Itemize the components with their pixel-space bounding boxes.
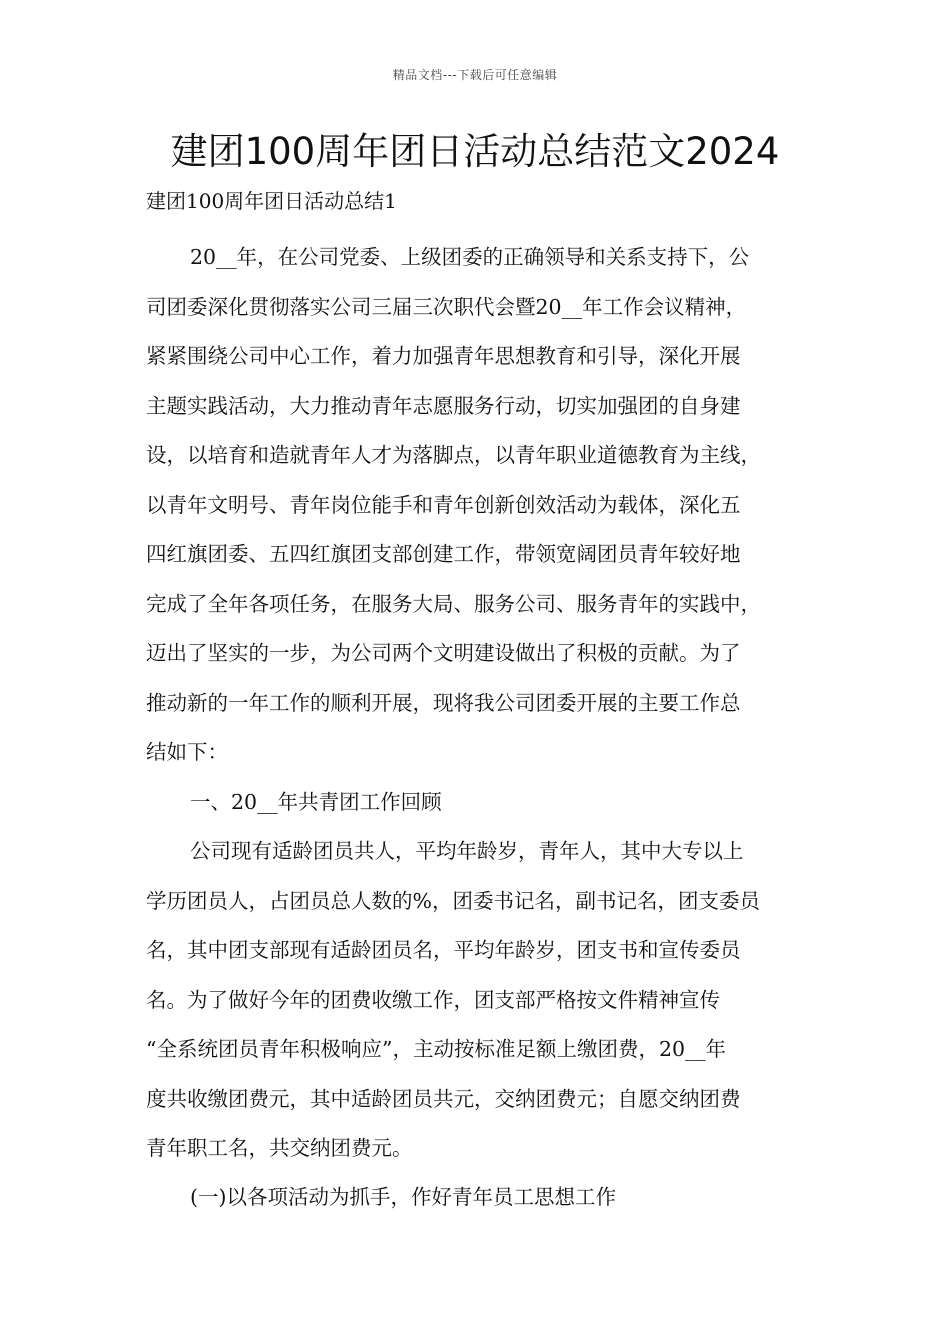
paragraph-line: 结如下：	[146, 740, 228, 764]
paragraph-line: 20__年，在公司党委、上级团委的正确领导和关系支持下，公	[190, 245, 750, 269]
paragraph-line: 学历团员人，占团员总人数的%，团委书记名，副书记名，团支委员	[146, 888, 760, 913]
paragraph-line: 青年职工名，共交纳团费元。	[146, 1136, 413, 1160]
paragraph-line: 主题实践活动，大力推动青年志愿服务行动，切实加强团的自身建	[146, 393, 741, 418]
section-heading-text: 一、20__年共青团工作回顾	[190, 790, 442, 814]
paragraph-1	[146, 233, 806, 778]
paragraph-line: 名。为了做好今年的团费收缴工作，团支部严格按文件精神宣传	[146, 987, 720, 1012]
subsection-heading-text: (一)以各项活动为抓手，作好青年员工思想工作	[190, 1185, 616, 1209]
paragraph-line: 推动新的一年工作的顺利开展，现将我公司团委开展的主要工作总	[146, 690, 741, 715]
section-heading	[146, 778, 806, 828]
paragraph-line: 迈出了坚实的一步，为公司两个文明建设做出了积极的贡献。为了	[146, 641, 741, 665]
header-note: 精品文档---下载后可任意编辑	[392, 68, 558, 82]
paragraph-line: 紧紧围绕公司中心工作，着力加强青年思想教育和引导，深化开展	[146, 344, 741, 368]
paragraph-line: 名，其中团支部现有适龄团员名，平均年龄岁，团支书和宣传委员	[146, 938, 741, 962]
subsection-heading	[146, 1173, 806, 1223]
paragraph-line: 公司现有适龄团员共人，平均年龄岁，青年人，其中大专以上	[190, 839, 744, 863]
document-subtitle: 建团100周年团日活动总结1	[146, 189, 397, 213]
paragraph-line: 设，以培育和造就青年人才为落脚点，以青年职业道德教育为主线，	[146, 443, 761, 467]
document-title: 建团100周年团日活动总结范文2024	[170, 130, 780, 173]
paragraph-line: 完成了全年各项任务，在服务大局、服务公司、服务青年的实践中，	[146, 591, 761, 616]
paragraph-2	[146, 827, 806, 1174]
paragraph-line: 度共收缴团费元，其中适龄团员共元，交纳团费元；自愿交纳团费	[146, 1086, 741, 1111]
paragraph-line: “全系统团员青年积极响应”，主动按标准足额上缴团费，20__年	[146, 1037, 727, 1061]
paragraph-line: 司团委深化贯彻落实公司三届三次职代会暨20__年工作会议精神，	[146, 294, 747, 319]
paragraph-line: 以青年文明号、青年岗位能手和青年创新创效活动为载体，深化五	[146, 492, 741, 517]
paragraph-line: 四红旗团委、五四红旗团支部创建工作，带领宽阔团员青年较好地	[146, 542, 741, 566]
